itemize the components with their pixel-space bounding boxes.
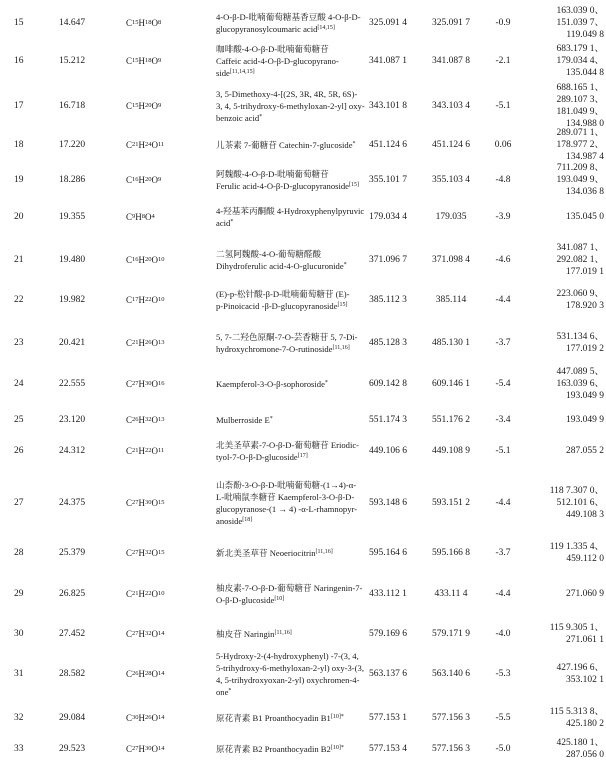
retention-time: 29.084 <box>59 713 86 723</box>
compound-name: 山柰酚-3-O-β-D-吡喃葡萄糖-(1→4)-α- L-吡喃鼠李糖苷 Kaempferol-3-O-β-D- glucopyranose-(1 → 4) -α-L-rhamnopyr- anoside[18] <box>216 480 358 526</box>
table-row <box>0 239 606 281</box>
molecular-formula: C 27 H 32 O 15 <box>126 548 165 558</box>
compound-name: 5-Hydroxy-2-(4-hydroxyphenyl) -7-(3, 4, 5-trihydroxy-6-methyloxan-2-yl) oxy-3-(3, 4, 5-trihydroxyoxan-2-yl) oxychromen-4- one* <box>216 651 364 697</box>
retention-time: 19.480 <box>59 255 86 265</box>
retention-time: 18.286 <box>59 175 86 185</box>
theoretical-mz: 595.166 8 <box>432 548 470 558</box>
table-row <box>0 728 606 770</box>
reference-marker: [11,16] <box>315 549 333 555</box>
compound-name: 4-羟基苯丙酮酸 4-Hydroxyphenylpyruvic acid* <box>216 206 365 228</box>
mass-error: -3.7 <box>495 338 511 348</box>
compound-name: 原花青素 B1 Proanthocyadin B1$^{[10]*}$ <box>216 713 344 723</box>
fragment-ions: 118 7.307 0、 512.101 6、 449.108 3 <box>549 486 604 520</box>
table-row <box>0 653 606 695</box>
compound-number: 27 <box>14 498 24 508</box>
retention-time: 24.312 <box>59 446 86 456</box>
compound-name: 二氢阿魏酸-4-O-葡萄糖醛酸 Dihydroferulic acid-4-O-glucuronide* <box>216 249 347 271</box>
theoretical-mz: 577.156 3 <box>432 744 470 754</box>
retention-time: 24.375 <box>59 498 86 508</box>
measured-mz: 551.174 3 <box>369 415 407 425</box>
mass-error: -5.4 <box>495 379 511 389</box>
mass-error: -5.0 <box>495 744 511 754</box>
compound-number: 17 <box>14 101 24 111</box>
fragment-ions: 135.045 0 <box>566 212 604 222</box>
theoretical-mz: 325.091 7 <box>432 18 470 28</box>
reference-marker: [14,15] <box>317 25 335 31</box>
fragment-ions: 271.060 9 <box>566 589 604 599</box>
compound-name: 原花青素 B2 Proanthocyadin B2$^{[10]*}$ <box>216 744 344 754</box>
mass-error: -4.4 <box>495 589 511 599</box>
compound-number: 19 <box>14 175 24 185</box>
theoretical-mz: 355.103 4 <box>432 175 470 185</box>
molecular-formula: C 15 H 18 O 9 <box>126 56 162 66</box>
measured-mz: 451.124 6 <box>369 140 407 150</box>
table-row <box>0 279 606 321</box>
molecular-formula: C 21 H 22 O 11 <box>126 446 165 456</box>
compound-number: 25 <box>14 415 24 425</box>
table-row <box>0 613 606 655</box>
molecular-formula: C 27 H 32 O 14 <box>126 629 165 639</box>
reference-marker: [15] <box>337 302 348 308</box>
table-row <box>0 196 606 238</box>
molecular-formula: C 27 H 30 O 14 <box>126 744 165 754</box>
fragment-ions: 425.180 1、 287.056 0 <box>556 738 604 760</box>
measured-mz: 341.087 1 <box>369 56 407 66</box>
theoretical-mz: 341.087 8 <box>432 56 470 66</box>
molecular-formula: C 15 H 18 O 8 <box>126 18 162 28</box>
molecular-formula: C 27 H 30 O 15 <box>126 498 165 508</box>
molecular-formula: C 9 H 8 O 4 <box>126 212 155 222</box>
measured-mz: 385.112 3 <box>369 295 407 305</box>
molecular-formula: C 21 H 22 O 10 <box>126 589 165 599</box>
compound-name: (E)-p-松针酸-β-D-吡喃葡萄糖苷 (E)- p-Pinoicacid -β-D-glucopyranoside[15] <box>216 289 350 311</box>
fragment-ions: 427.196 6、 353.102 1 <box>556 663 604 685</box>
compound-name: 4-O-β-D-吡喃葡萄糖基香豆酸 4-O-β-D- glucopyranosylcoumaric acid[14,15] <box>216 12 361 34</box>
retention-time: 17.220 <box>59 140 86 150</box>
reference-marker: [11,16] <box>332 345 350 351</box>
fragment-ions: 115 5.313 8、 425.180 2 <box>549 707 604 729</box>
theoretical-mz: 593.151 2 <box>432 498 470 508</box>
molecular-formula: C 17 H 22 O 10 <box>126 295 165 305</box>
retention-time: 29.523 <box>59 744 86 754</box>
compound-number: 21 <box>14 255 24 265</box>
theoretical-mz: 551.176 2 <box>432 415 470 425</box>
retention-time: 26.825 <box>59 589 86 599</box>
compound-number: 24 <box>14 379 24 389</box>
theoretical-mz: 385.114 <box>435 295 467 305</box>
compound-name: 儿茶素 7-葡糖苷 Catechin-7-glucoside* <box>216 140 356 150</box>
compound-number: 15 <box>14 18 24 28</box>
reference-marker: * <box>230 219 234 225</box>
mass-error: -3.7 <box>495 548 511 558</box>
fragment-ions: 683.179 1、 179.034 4、 135.044 8 <box>556 44 604 78</box>
measured-mz: 343.101 8 <box>369 101 407 111</box>
molecular-formula: C 26 H 28 O 14 <box>126 669 165 679</box>
theoretical-mz: 433.11 4 <box>434 589 468 599</box>
compound-name: 阿魏酸-4-O-β-D-吡喃葡萄糖苷 Ferulic acid-4-O-β-D-glucopyranoside[15] <box>216 169 359 191</box>
reference-marker: [10]* <box>330 745 344 751</box>
fragment-ions: 223.060 9、 178.920 3 <box>556 289 604 311</box>
table-row <box>0 482 606 524</box>
measured-mz: 563.137 6 <box>369 669 407 679</box>
compound-name: 北美圣草素-7-O-β-D-葡萄糖苷 Eriodic- tyol-7-O-β-D-glucoside[17] <box>216 440 360 462</box>
compound-number: 18 <box>14 140 24 150</box>
measured-mz: 595.164 6 <box>369 548 407 558</box>
retention-time: 15.212 <box>59 56 86 66</box>
compound-number: 23 <box>14 338 24 348</box>
mass-error: -5.3 <box>495 669 511 679</box>
theoretical-mz: 485.130 1 <box>432 338 470 348</box>
fragment-ions: 289.071 1、 178.977 2、 134.987 4 <box>556 128 604 162</box>
theoretical-mz: 451.124 6 <box>432 140 470 150</box>
fragment-ions: 115 9.305 1、 271.061 1 <box>549 623 604 645</box>
measured-mz: 433.112 1 <box>369 589 407 599</box>
compound-name: Mulberroside E* <box>216 415 273 425</box>
mass-error: -4.0 <box>495 629 511 639</box>
retention-time: 23.120 <box>59 415 86 425</box>
retention-time: 16.718 <box>59 101 86 111</box>
compound-name: 柚皮苷 Naringin[11,16] <box>216 629 292 639</box>
measured-mz: 609.142 8 <box>369 379 407 389</box>
table-row <box>0 40 606 82</box>
retention-time: 20.421 <box>59 338 86 348</box>
molecular-formula: C 27 H 30 O 16 <box>126 379 165 389</box>
compound-number: 28 <box>14 548 24 558</box>
retention-time: 19.982 <box>59 295 86 305</box>
compound-name: 柚皮素-7-O-β-D-葡萄糖苷 Naringenin-7- O-β-D-glucoside[10] <box>216 583 363 605</box>
table-row <box>0 532 606 574</box>
retention-time: 27.452 <box>59 629 86 639</box>
mass-error: -3.4 <box>495 415 511 425</box>
mass-error: -0.9 <box>495 18 511 28</box>
measured-mz: 577.153 1 <box>369 713 407 723</box>
compound-number: 30 <box>14 629 24 639</box>
reference-marker: * <box>259 114 263 120</box>
measured-mz: 579.169 6 <box>369 629 407 639</box>
mass-error: -5.1 <box>495 446 511 456</box>
table-row <box>0 573 606 615</box>
measured-mz: 449.106 6 <box>369 446 407 456</box>
molecular-formula: C 15 H 20 O 9 <box>126 101 162 111</box>
fragment-ions: 447.089 5、 163.039 6、 193.049 9 <box>556 367 604 401</box>
mass-error: -4.8 <box>495 175 511 185</box>
mass-error: -4.4 <box>495 295 511 305</box>
retention-time: 28.582 <box>59 669 86 679</box>
molecular-formula: C 16 H 20 O 10 <box>126 255 165 265</box>
compound-name: Kaempferol-3-O-β-sophoroside* <box>216 379 328 389</box>
fragment-ions: 531.134 6、 177.019 2 <box>556 332 604 354</box>
reference-marker: * <box>343 262 347 268</box>
compound-number: 20 <box>14 212 24 222</box>
molecular-formula: C 30 H 26 O 14 <box>126 713 165 723</box>
mass-error: -4.4 <box>495 498 511 508</box>
table-row <box>0 159 606 201</box>
reference-marker: [17] <box>297 453 308 459</box>
mass-error: -5.1 <box>495 101 511 111</box>
compound-number: 26 <box>14 446 24 456</box>
compound-name: 3, 5-Dimethoxy-4-[(2S, 3R, 4R, 5R, 6S)- 3, 4, 5-trihydroxy-6-methyloxan-2-yl] oxy- benzoic acid* <box>216 89 365 123</box>
measured-mz: 179.034 4 <box>369 212 407 222</box>
measured-mz: 593.148 6 <box>369 498 407 508</box>
reference-marker: [18] <box>242 517 253 523</box>
reference-marker: [11,16] <box>274 630 292 636</box>
reference-marker: [10]* <box>330 714 344 720</box>
fragment-ions: 193.049 9 <box>566 415 604 425</box>
measured-mz: 577.153 4 <box>369 744 407 754</box>
fragment-ions: 119 1.335 4、 459.112 0 <box>549 542 604 564</box>
table-row <box>0 2 606 44</box>
measured-mz: 355.101 7 <box>369 175 407 185</box>
retention-time: 22.555 <box>59 379 86 389</box>
mass-error: -3.9 <box>495 212 511 222</box>
mass-error: -5.5 <box>495 713 511 723</box>
theoretical-mz: 449.108 9 <box>432 446 470 456</box>
reference-marker: [10] <box>274 596 285 602</box>
compound-name: 新北美圣草苷 Neoeriocitrin[11,16] <box>216 548 333 558</box>
retention-time: 25.379 <box>59 548 86 558</box>
fragment-ions: 163.039 0、 151.039 7、 119.049 8 <box>556 6 604 40</box>
measured-mz: 485.128 3 <box>369 338 407 348</box>
retention-time: 19.355 <box>59 212 86 222</box>
molecular-formula: C 21 H 24 O 11 <box>126 140 165 150</box>
fragment-ions: 711.209 8、 193.049 9、 134.036 8 <box>556 163 604 197</box>
compound-number: 29 <box>14 589 24 599</box>
fragment-ions: 341.087 1、 292.082 1、 177.019 1 <box>556 243 604 277</box>
molecular-formula: C 16 H 20 O 9 <box>126 175 162 185</box>
reference-marker: * <box>324 380 328 386</box>
compound-name: 5, 7-二羟色原酮-7-O-芸香糖苷 5, 7-Di- hydroxychromone-7-O-rutinoside[11,16] <box>216 332 358 354</box>
compound-number: 33 <box>14 744 24 754</box>
reference-marker: * <box>269 416 273 422</box>
reference-marker: * <box>228 688 232 694</box>
fragment-ions: 287.055 2 <box>566 446 604 456</box>
theoretical-mz: 609.146 1 <box>432 379 470 389</box>
compound-number: 31 <box>14 669 24 679</box>
molecular-formula: C 26 H 32 O 13 <box>126 415 165 425</box>
fragment-ions: 688.165 1、 289.107 3、 181.049 9、 134.988 0 <box>556 83 604 129</box>
mass-error: 0.06 <box>494 140 512 150</box>
reference-marker: * <box>352 141 356 147</box>
compound-name: 咖啡酸-4-O-β-D-吡喃葡萄糖苷 Caffeic acid-4-O-β-D-glucopyrano- side[11,14,15] <box>216 44 339 78</box>
reference-marker: [11,14,15] <box>229 69 255 75</box>
compound-number: 16 <box>14 56 24 66</box>
molecular-formula: C 21 H 26 O 13 <box>126 338 165 348</box>
theoretical-mz: 577.156 3 <box>432 713 470 723</box>
measured-mz: 371.096 7 <box>369 255 407 265</box>
measured-mz: 325.091 4 <box>369 18 407 28</box>
mass-error: -4.6 <box>495 255 511 265</box>
table-row <box>0 85 606 127</box>
retention-time: 14.647 <box>59 18 86 28</box>
theoretical-mz: 563.140 6 <box>432 669 470 679</box>
compound-number: 22 <box>14 295 24 305</box>
table-row <box>0 430 606 472</box>
reference-marker: [15] <box>349 182 359 188</box>
theoretical-mz: 343.103 4 <box>432 101 470 111</box>
theoretical-mz: 579.171 9 <box>432 629 470 639</box>
theoretical-mz: 179.035 <box>435 212 467 222</box>
table-row <box>0 322 606 364</box>
compound-number: 32 <box>14 713 24 723</box>
theoretical-mz: 371.098 4 <box>432 255 470 265</box>
mass-error: -2.1 <box>495 56 511 66</box>
